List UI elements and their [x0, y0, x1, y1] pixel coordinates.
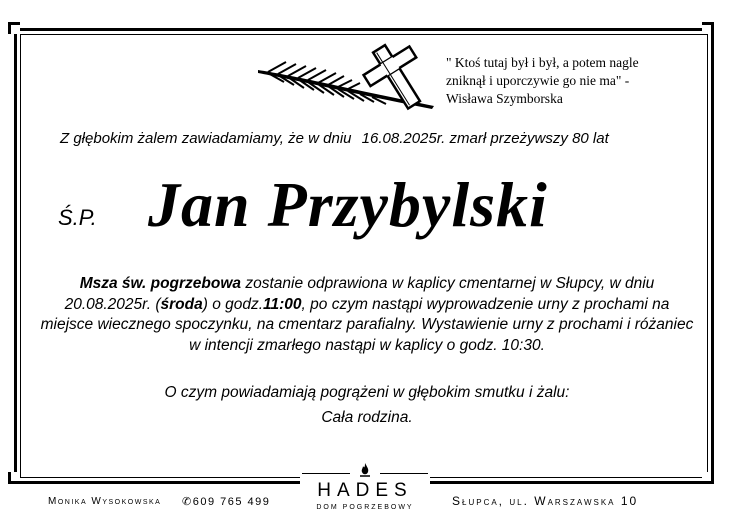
quote-block — [446, 54, 696, 108]
quote-line-2: zniknął i uporczywie go nie ma" - — [446, 73, 630, 88]
mass-weekday: środa — [160, 295, 203, 313]
mass-text-3: , po czym nastąpi wyprowadzenie urny z prochami na miejsce wiecznego spoczynku, na cmentarz parafialny. Wystawienie urny z prochami i różaniec w intencji zmarłego nastąpi w kaplicy o godz. 10:30. — [40, 295, 694, 354]
mass-text-1: zostanie odprawiona w kaplicy cmentarnej w Słupcy, w dniu 20.08.2025r. ( — [64, 275, 655, 313]
honorific: Ś.P. — [58, 205, 97, 230]
mass-text-2: ) o godz. — [202, 295, 264, 313]
company-address: Słupca, ul. Warszawska 10 — [452, 494, 639, 508]
family-signature: Cała rodzina. — [321, 409, 413, 426]
logo-subtitle: DOM POGRZEBOWY — [316, 504, 414, 511]
corner-top-left — [8, 22, 20, 34]
flame-icon — [357, 462, 373, 478]
logo-line-right — [380, 473, 428, 474]
corner-top-right — [702, 22, 714, 34]
contact-name: Monika Wysokowska — [48, 496, 162, 507]
announcement-suffix: zmarł przeżywszy — [449, 130, 568, 147]
corner-bottom-right — [702, 472, 714, 484]
quote-line-1: " Ktoś tutaj był i był, a potem nagle — [446, 55, 639, 70]
age: 80 lat — [572, 130, 609, 147]
funeral-mass-info — [40, 274, 694, 356]
deceased-name: Jan Przybylski — [148, 169, 548, 240]
cross-with-palm-icon — [256, 42, 436, 114]
mourners-line: O czym powiadamiają pogrążeni w głębokim smutku i żalu: — [164, 384, 570, 401]
logo-name: HADES — [317, 480, 413, 501]
mass-title: Msza św. pogrzebowa — [79, 275, 242, 292]
company-logo — [300, 460, 430, 516]
announcement-prefix: Z głębokim żalem zawiadamiamy, że w dniu — [60, 130, 352, 147]
corner-bottom-left — [8, 472, 20, 484]
mass-time: 11:00 — [263, 295, 302, 313]
contact-phone: ✆609 765 499 — [182, 496, 271, 508]
logo-line-left — [302, 473, 350, 474]
death-date: 16.08.2025r. — [361, 130, 446, 147]
death-announcement — [60, 130, 700, 147]
quote-author: Wisława Szymborska — [446, 91, 563, 106]
